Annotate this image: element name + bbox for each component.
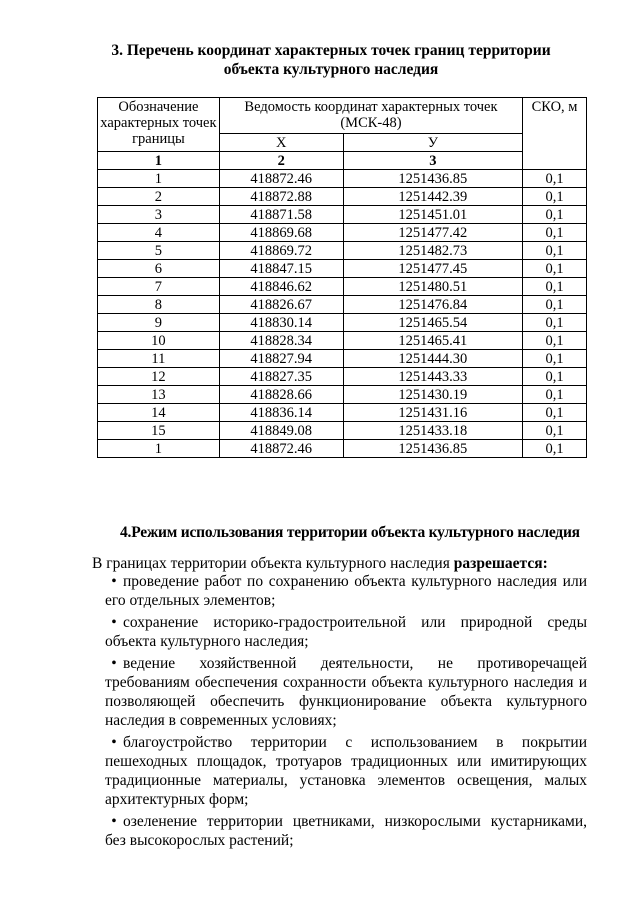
cell-y: 1251477.45 (343, 260, 523, 278)
cell-sko: 0,1 (523, 350, 587, 368)
cell-sko: 0,1 (523, 368, 587, 386)
cell-x: 418846.62 (219, 278, 343, 296)
cell-point: 8 (98, 296, 220, 314)
cell-sko: 0,1 (523, 260, 587, 278)
cell-sko: 0,1 (523, 404, 587, 422)
cell-sko: 0,1 (523, 314, 587, 332)
cell-y: 1251465.41 (343, 332, 523, 350)
list-item (105, 572, 587, 610)
cell-y: 1251431.16 (343, 404, 523, 422)
bullet-icon: • (111, 734, 117, 751)
cell-x: 418871.58 (219, 206, 343, 224)
cell-x: 418836.14 (219, 404, 343, 422)
cell-x: 418872.46 (219, 440, 343, 458)
header-x: X (219, 134, 343, 152)
column-number-1: 1 (98, 152, 220, 170)
list-item-text: благоустройство территории с использованием в покрытии пешеходных площадок, тротуаров традиционных или имитирующих традиционные материалы, установка элементов освещения, малых архитектурных форм; (105, 734, 587, 808)
section-3-title (96, 41, 566, 79)
cell-x: 418830.14 (219, 314, 343, 332)
cell-sko: 0,1 (523, 224, 587, 242)
cell-sko: 0,1 (523, 206, 587, 224)
cell-point: 6 (98, 260, 220, 278)
section-3-title-line-1: 3. Перечень координат характерных точек границ территории (111, 42, 551, 59)
cell-point: 4 (98, 224, 220, 242)
cell-sko: 0,1 (523, 278, 587, 296)
cell-point: 12 (98, 368, 220, 386)
column-number-2: 2 (219, 152, 343, 170)
bullet-icon: • (111, 573, 117, 590)
list-item (105, 654, 587, 730)
section-4-title: 4.Режим использования территории объекта культурного наследия (120, 524, 580, 541)
bullet-icon: • (111, 655, 117, 672)
cell-x: 418849.08 (219, 422, 343, 440)
table-row (98, 224, 587, 242)
cell-point: 1 (98, 170, 220, 188)
cell-point: 14 (98, 404, 220, 422)
cell-y: 1251436.85 (343, 440, 523, 458)
cell-x: 418872.46 (219, 170, 343, 188)
table-row (98, 242, 587, 260)
table-row (98, 296, 587, 314)
cell-y: 1251477.42 (343, 224, 523, 242)
cell-sko: 0,1 (523, 170, 587, 188)
table-row (98, 188, 587, 206)
table-row (98, 404, 587, 422)
cell-point: 7 (98, 278, 220, 296)
cell-x: 418828.66 (219, 386, 343, 404)
cell-x: 418828.34 (219, 332, 343, 350)
cell-y: 1251465.54 (343, 314, 523, 332)
cell-x: 418826.67 (219, 296, 343, 314)
cell-y: 1251433.18 (343, 422, 523, 440)
header-y: У (343, 134, 523, 152)
coordinates-table-body (98, 170, 587, 458)
cell-x: 418847.15 (219, 260, 343, 278)
list-item (105, 733, 587, 809)
cell-point: 1 (98, 440, 220, 458)
cell-sko: 0,1 (523, 386, 587, 404)
header-coordinates-group: Ведомость координат характерных точек (МСК-48) (219, 98, 522, 134)
cell-sko: 0,1 (523, 242, 587, 260)
cell-y: 1251430.19 (343, 386, 523, 404)
cell-y: 1251451.01 (343, 206, 523, 224)
cell-point: 11 (98, 350, 220, 368)
cell-sko: 0,1 (523, 188, 587, 206)
table-row (98, 350, 587, 368)
list-item-text: ведение хозяйственной деятельности, не противоречащей требованиям обеспечения сохранности объекта культурного наследия и позволяющей обеспечить функционирование объекта культурного наследия в современных условиях; (105, 655, 587, 729)
table-row (98, 422, 587, 440)
list-item-text: сохранение историко-градостроительной или природной среды объекта культурного наследия; (105, 614, 587, 650)
table-row (98, 386, 587, 404)
table-row (98, 170, 587, 188)
table-row (98, 278, 587, 296)
cell-x: 418827.35 (219, 368, 343, 386)
cell-y: 1251476.84 (343, 296, 523, 314)
table-row (98, 332, 587, 350)
cell-x: 418827.94 (219, 350, 343, 368)
cell-x: 418869.68 (219, 224, 343, 242)
cell-sko: 0,1 (523, 422, 587, 440)
bullet-icon: • (111, 614, 117, 631)
list-item-text: проведение работ по сохранению объекта культурного наследия или его отдельных элементов; (105, 573, 587, 609)
cell-point: 15 (98, 422, 220, 440)
cell-y: 1251444.30 (343, 350, 523, 368)
cell-point: 5 (98, 242, 220, 260)
header-sko: СКО, м (523, 98, 587, 170)
intro-text: В границах территории объекта культурного наследия (92, 555, 454, 572)
cell-point: 13 (98, 386, 220, 404)
cell-sko: 0,1 (523, 332, 587, 350)
intro-bold: разрешается: (453, 555, 548, 572)
list-item (105, 812, 587, 850)
cell-y: 1251442.39 (343, 188, 523, 206)
table-row (98, 314, 587, 332)
cell-y: 1251480.51 (343, 278, 523, 296)
section-4-intro (92, 554, 592, 573)
bullet-icon: • (111, 813, 117, 830)
cell-point: 3 (98, 206, 220, 224)
cell-point: 10 (98, 332, 220, 350)
cell-y: 1251443.33 (343, 368, 523, 386)
allowed-activities-list (105, 572, 587, 853)
table-row (98, 206, 587, 224)
cell-x: 418869.72 (219, 242, 343, 260)
table-row (98, 368, 587, 386)
cell-y: 1251482.73 (343, 242, 523, 260)
cell-point: 9 (98, 314, 220, 332)
coordinates-table (97, 97, 587, 458)
cell-y: 1251436.85 (343, 170, 523, 188)
column-number-3: 3 (343, 152, 523, 170)
header-point-designation: Обозначение характерных точек границы (98, 98, 220, 152)
cell-sko: 0,1 (523, 296, 587, 314)
list-item (105, 613, 587, 651)
table-row (98, 260, 587, 278)
cell-sko: 0,1 (523, 440, 587, 458)
cell-x: 418872.88 (219, 188, 343, 206)
section-3-title-line-2: объекта культурного наследия (223, 61, 439, 78)
table-row (98, 440, 587, 458)
list-item-text: озеленение территории цветниками, низкорослыми кустарниками, без высокорослых растений; (105, 813, 587, 849)
cell-point: 2 (98, 188, 220, 206)
